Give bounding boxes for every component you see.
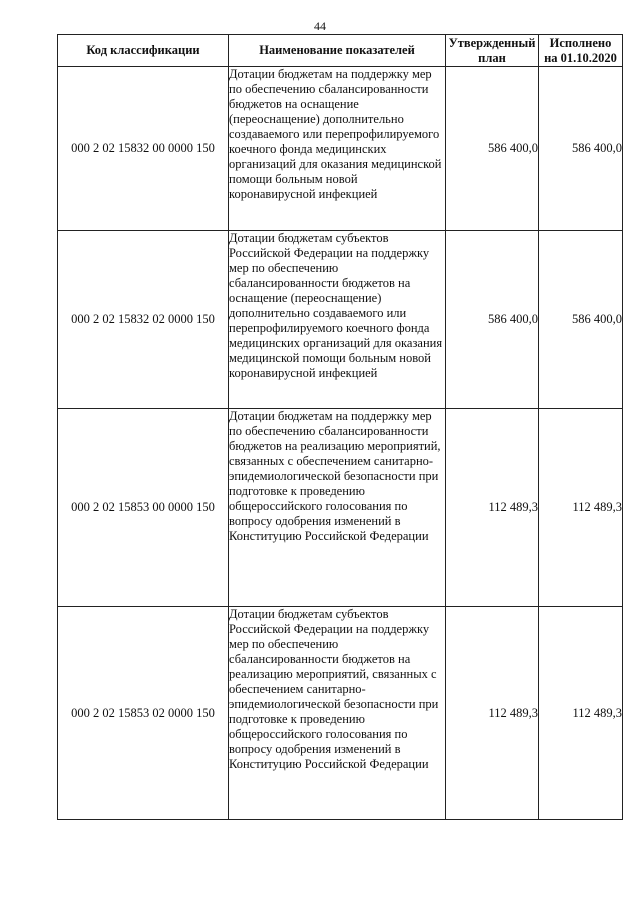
row-name: Дотации бюджетам на поддержку мер по обеспечению сбалансированности бюджетов на оснащение (переоснащение) дополнительно создаваемого или перепрофилируемого коечного фонда медицинских организаций для оказания медицинской помощи больным новой коронавирусной инфекцией xyxy=(229,67,446,231)
header-code: Код классификации xyxy=(58,35,229,67)
header-executed-line2: на 01.10.2020 xyxy=(544,50,617,65)
row-name: Дотации бюджетам на поддержку мер по обеспечению сбалансированности бюджетов на реализацию мероприятий, связанных с обеспечением санитарно-эпидемиологической безопасности при подготовке к проведению общероссийского голосования по вопросу одобрения изменений в Конституцию Российской Федерации xyxy=(229,409,446,607)
row-executed: 112 489,3 xyxy=(539,409,623,607)
header-plan-line1: Утвержденный xyxy=(448,35,536,50)
table-row xyxy=(58,231,623,409)
row-name: Дотации бюджетам субъектов Российской Федерации на поддержку мер по обеспечению сбалансированности бюджетов на реализацию мероприятий, связанных с обеспечением санитарно-эпидемиологической безопасности при подготовке к проведению общероссийского голосования по вопросу одобрения изменений в Конституцию Российской Федерации xyxy=(229,607,446,820)
table-row xyxy=(58,409,623,607)
table-row xyxy=(58,67,623,231)
row-executed: 112 489,3 xyxy=(539,607,623,820)
row-code: 000 2 02 15853 00 0000 150 xyxy=(58,409,229,607)
row-executed: 586 400,0 xyxy=(539,67,623,231)
row-plan: 586 400,0 xyxy=(446,67,539,231)
table-row xyxy=(58,607,623,820)
row-plan: 586 400,0 xyxy=(446,231,539,409)
row-name: Дотации бюджетам субъектов Российской Федерации на поддержку мер по обеспечению сбалансированности бюджетов на оснащение (переоснащение) дополнительно создаваемого или перепрофилируемого коечного фонда медицинских организаций для оказания медицинской помощи больным новой коронавирусной инфекцией xyxy=(229,231,446,409)
page-number: 44 xyxy=(314,19,326,33)
header-plan-line2: план xyxy=(478,50,506,65)
header-plan xyxy=(446,35,539,67)
table-header-row xyxy=(58,35,623,67)
header-name: Наименование показателей xyxy=(229,35,446,67)
row-plan: 112 489,3 xyxy=(446,409,539,607)
row-code: 000 2 02 15853 02 0000 150 xyxy=(58,607,229,820)
header-executed-line1: Исполнено xyxy=(549,35,612,50)
row-executed: 586 400,0 xyxy=(539,231,623,409)
row-code: 000 2 02 15832 00 0000 150 xyxy=(58,67,229,231)
header-executed xyxy=(539,35,623,67)
row-plan: 112 489,3 xyxy=(446,607,539,820)
budget-table xyxy=(57,34,623,820)
row-code: 000 2 02 15832 02 0000 150 xyxy=(58,231,229,409)
